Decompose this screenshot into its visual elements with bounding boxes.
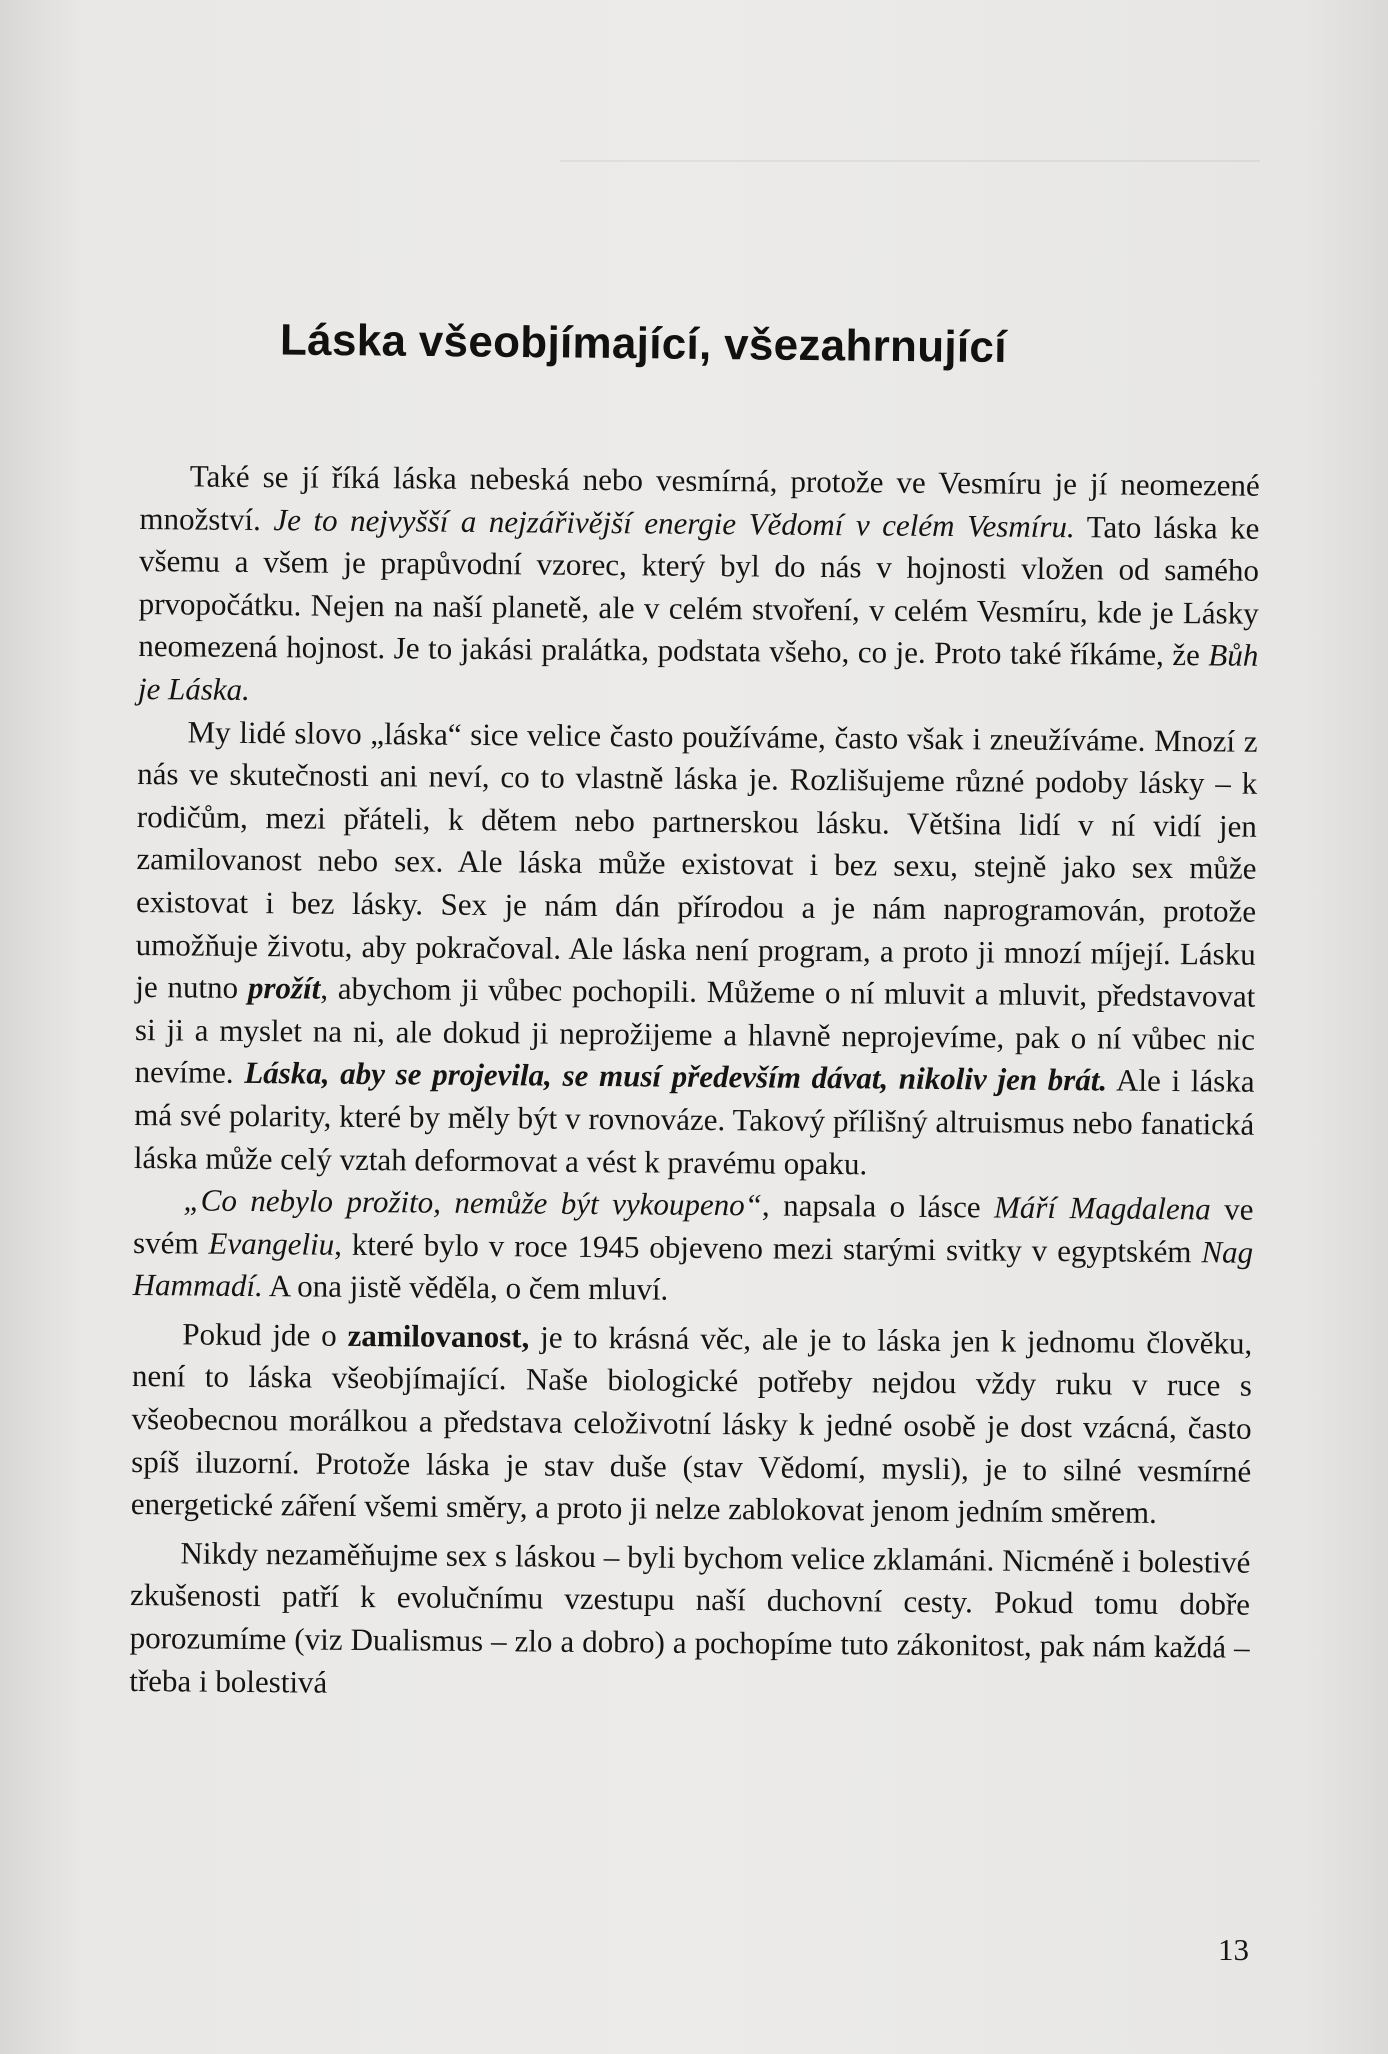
italic-phrase: Bůh je Láska. [137, 637, 1259, 707]
page-number: 13 [1218, 1932, 1249, 1967]
bold-italic-phrase: prožít [247, 970, 321, 1006]
text-run: , abychom ji vůbec pochopili. Můžeme o ní mluvit a mluvit, představovat si ji a myslet na ni, ale dokud ji neprožijeme a hlavně neprojevíme, pak o ní vůbec nic nevíme. [134, 970, 1256, 1091]
paragraph-3 [133, 1179, 1254, 1317]
bold-phrase: zamilovanost, [347, 1317, 530, 1355]
text-run: My lidé slovo „láska“ sice velice často používáme, často však i zneužíváme. Mnozí z nás ve skutečnosti ani neví, co to vlastně láska je. Rozlišujeme různé podoby lásky – k rodičům, mezi přáteli, k dětem nebo partnerskou lásku. Většina lidí v ní vidí jen zamilovanost nebo sex. Ale láska může existovat i bez sexu, stejně jako sex může existovat i bez lásky. Sex je nám dán přírodou a je nám naprogramován, protože umožňuje životu, aby pokračoval. Ale láska není program, a proto ji mnozí míjejí. Lásku je nutno [135, 713, 1258, 1006]
italic-phrase: „Co nebylo prožito, nemůže být vykoupeno“ [183, 1182, 763, 1223]
italic-phrase: Máří Magdalena [993, 1189, 1211, 1227]
show-through-rule [560, 160, 1260, 162]
text-run: Ale i láska má své polarity, které by měly být v rovnováze. Takový přílišný altruismus nebo fanatická láska může celý vztah deformovat a vést k pravému opaku. [133, 1062, 1255, 1181]
text-run: ve svém [132, 1191, 1254, 1261]
paragraph-4 [131, 1313, 1253, 1536]
text-run: Pokud jde o [182, 1316, 348, 1353]
italic-phrase: Je to nejvyšší a nejzářivější energie Vědomí v celém Vesmíru. [273, 501, 1075, 544]
text-run: , které bylo v roce 1945 objeveno mezi starými svitky v egyptském [334, 1226, 1202, 1269]
text-run: , napsala o lásce [761, 1187, 995, 1225]
italic-phrase: Nag Hammadí. [132, 1233, 1254, 1304]
chapter-title: Láska všeobjímající, všezahrnující [279, 315, 1008, 373]
paragraph-2 [134, 711, 1258, 1189]
text-run: Také se jí říká láska nebeská nebo vesmírná, protože ve Vesmíru je jí neomezené množství. [139, 458, 1260, 537]
paragraph-5 [129, 1532, 1250, 1712]
text-run: Nikdy nezaměňujme sex s láskou – byli bychom velice zklamáni. Nicméně i bolestivé zkušenosti patří k evolučnímu vzestupu naší duchovní cesty. Pokud tomu dobře porozumíme (viz Dualismus – zlo a dobro) a pochopíme tuto zákonitost, pak nám každá – třeba i bolestivá [129, 1535, 1251, 1700]
paragraph-1 [138, 455, 1260, 720]
text-run: je to krásná věc, ale je to láska jen k jednomu člověku, není to láska všeobjímající. Naše biologické potřeby nejdou vždy ruku v ruce s všeobecnou morálkou a představa celoživotní lásky k jedné osobě je dost vzácná, často spíš iluzorní. Protože láska je stav duše (stav Vědomí, mysli), je to silné vesmírné energetické záření všemi směry, a proto ji nelze zablokovat jenom jedním směrem. [130, 1319, 1253, 1531]
text-run: Tato láska ke všemu a všem je prapůvodní vzorec, který byl do nás v hojnosti vložen od samého prvopočátku. Nejen na naší planetě, ale v celém stvoření, v celém Vesmíru, kde je Lásky neomezená hojnost. Je to jakási pralátka, podstata všeho, co je. Proto také říkáme, že [138, 508, 1260, 673]
body-text [129, 455, 1260, 1712]
bold-italic-phrase: Láska, aby se projevila, se musí především dávat, nikoliv jen brát. [244, 1055, 1108, 1098]
text-run: A ona jistě věděla, o čem mluví. [262, 1268, 669, 1307]
italic-phrase: Evangeliu [208, 1225, 335, 1262]
